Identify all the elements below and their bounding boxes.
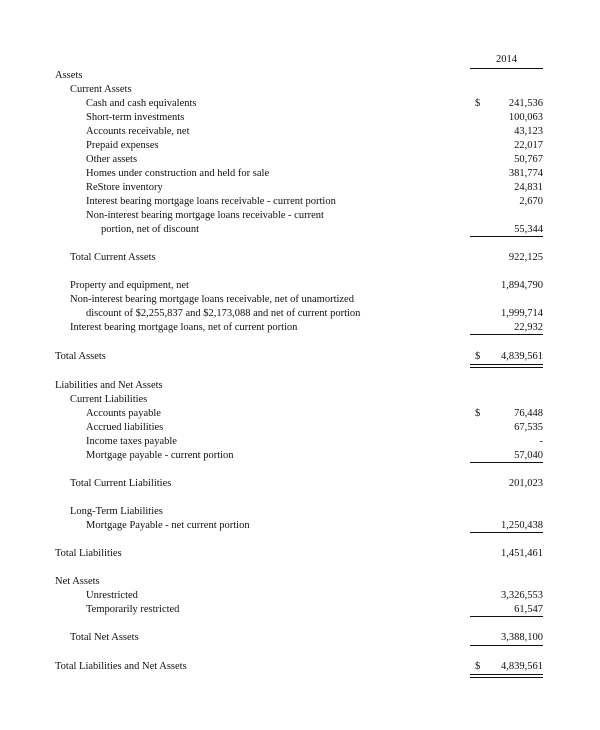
line-value: 22,017 (514, 140, 543, 151)
line-label: Income taxes payable (86, 436, 177, 447)
grand-total-value: 4,839,561 (501, 661, 543, 672)
long-term-liabilities-heading: Long-Term Liabilities (70, 506, 163, 517)
line-label: Homes under construction and held for sale (86, 168, 270, 179)
double-underline (470, 674, 543, 678)
line-value: 381,774 (508, 168, 543, 179)
line-label: Cash and cash equivalents (86, 98, 197, 109)
line-value: 100,063 (508, 112, 543, 123)
total-liabilities-label: Total Liabilities (55, 548, 122, 559)
noninterest-label-continued: discount of $2,255,837 and $2,173,088 and net of current portion (86, 308, 361, 319)
line-label: Accounts receivable, net (86, 126, 190, 137)
currency-symbol: $ (475, 98, 481, 109)
double-underline (470, 364, 543, 368)
total-current-liabilities-value: 201,023 (508, 478, 543, 489)
total-net-assets-label: Total Net Assets (70, 632, 139, 643)
grand-total-label: Total Liabilities and Net Assets (55, 661, 187, 672)
total-assets-label: Total Assets (55, 351, 106, 362)
line-value: - (539, 436, 543, 447)
header-underline (470, 68, 543, 69)
line-value: 55,344 (514, 224, 543, 235)
line-value: 76,448 (514, 408, 543, 419)
line-value: 50,767 (514, 154, 543, 165)
subtotal-rule (470, 334, 543, 335)
total-liabilities-value: 1,451,461 (501, 548, 543, 559)
subtotal-rule (470, 645, 543, 646)
total-assets-value: 4,839,561 (501, 351, 543, 362)
currency-symbol: $ (475, 351, 481, 362)
total-current-assets-label: Total Current Assets (70, 252, 156, 263)
assets-heading: Assets (55, 70, 83, 81)
unrestricted-label: Unrestricted (86, 590, 138, 601)
noninterest-label: Non-interest bearing mortgage loans receivable, net of unamortized (70, 294, 354, 305)
line-label: Non-interest bearing mortgage loans receivable - current (86, 210, 324, 221)
total-net-assets-value: 3,388,100 (501, 632, 543, 643)
line-label: Prepaid expenses (86, 140, 159, 151)
subtotal-rule (470, 236, 543, 237)
interest-value: 22,932 (514, 322, 543, 333)
currency-symbol: $ (475, 661, 481, 672)
property-value: 1,894,790 (501, 280, 543, 291)
line-label: Short-term investments (86, 112, 185, 123)
line-value: 2,670 (519, 196, 543, 207)
current-assets-heading: Current Assets (70, 84, 132, 95)
line-label: Accounts payable (86, 408, 161, 419)
temp-restricted-value: 61,547 (514, 604, 543, 615)
current-liabilities-heading: Current Liabilities (70, 394, 148, 405)
line-value: 43,123 (514, 126, 543, 137)
total-current-liabilities-label: Total Current Liabilities (70, 478, 172, 489)
subtotal-rule (470, 532, 543, 533)
property-label: Property and equipment, net (70, 280, 189, 291)
line-value: 24,831 (514, 182, 543, 193)
subtotal-rule (470, 616, 543, 617)
subtotal-rule (470, 462, 543, 463)
line-label: Accrued liabilities (86, 422, 164, 433)
total-current-assets-value: 922,125 (508, 252, 543, 263)
mortgage-noncurrent-value: 1,250,438 (501, 520, 543, 531)
line-label: ReStore inventory (86, 182, 163, 193)
net-assets-heading: Net Assets (55, 576, 100, 587)
line-value: 57,040 (514, 450, 543, 461)
interest-label: Interest bearing mortgage loans, net of current portion (70, 322, 298, 333)
noninterest-value: 1,999,714 (501, 308, 543, 319)
mortgage-noncurrent-label: Mortgage Payable - net current portion (86, 520, 250, 531)
temp-restricted-label: Temporarily restricted (86, 604, 180, 615)
line-label: Mortgage payable - current portion (86, 450, 234, 461)
line-value: 241,536 (508, 98, 543, 109)
liabilities-heading: Liabilities and Net Assets (55, 380, 163, 391)
line-label-continued: portion, net of discount (101, 224, 199, 235)
line-label: Interest bearing mortgage loans receivable - current portion (86, 196, 336, 207)
unrestricted-value: 3,326,553 (501, 590, 543, 601)
currency-symbol: $ (475, 408, 481, 419)
year-header: 2014 (496, 54, 517, 65)
line-label: Other assets (86, 154, 138, 165)
line-value: 67,535 (514, 422, 543, 433)
